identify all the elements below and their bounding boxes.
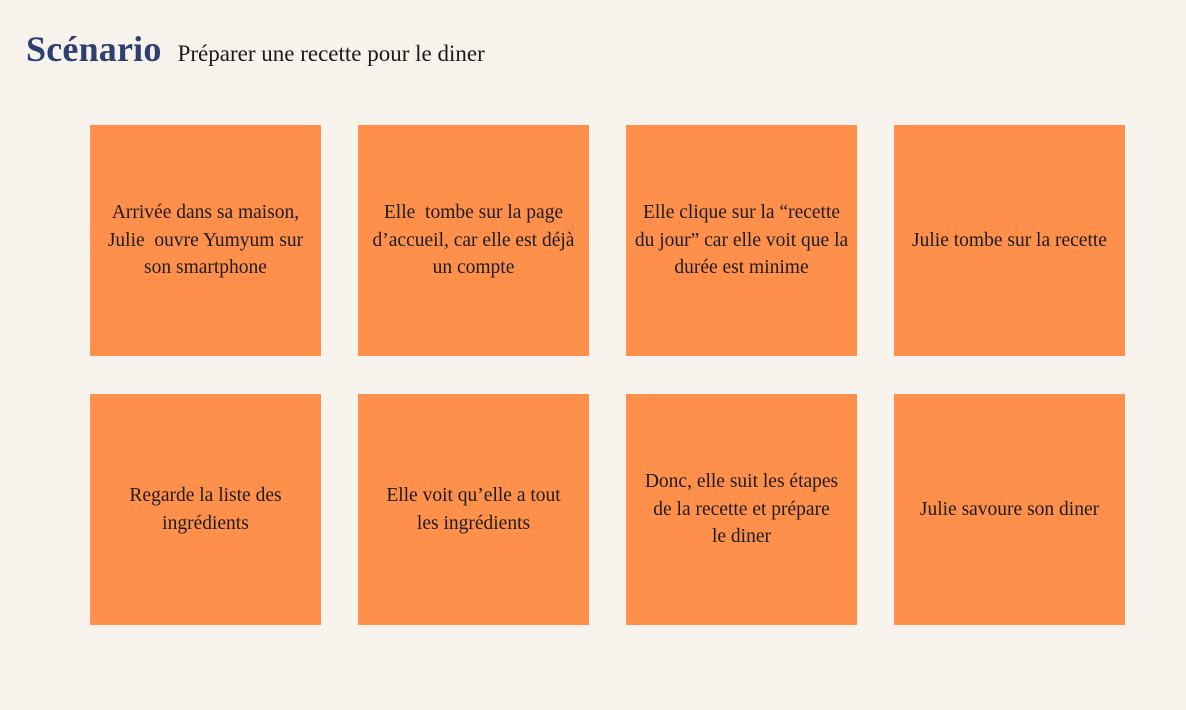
sticky-note-text: Donc, elle suit les étapes de la recette et prépare le diner (644, 471, 839, 548)
sticky-note-text: Arrivée dans sa maison, Julie ouvre Yumyum sur son smartphone (107, 202, 304, 279)
sticky-note-text: Elle voit qu’elle a tout les ingrédients (386, 485, 561, 534)
sticky-note-6 (358, 394, 589, 625)
sticky-note-4 (894, 125, 1125, 356)
sticky-note-text: Elle clique sur la “recette du jour” car elle voit que la durée est minime (634, 202, 849, 279)
sticky-note-5 (90, 394, 321, 625)
page-subtitle: Préparer une recette pour le diner (177, 41, 485, 66)
sticky-note-7 (626, 394, 857, 625)
sticky-note-text: Elle tombe sur la page d’accueil, car elle est déjà un compte (372, 202, 575, 279)
sticky-note-8 (894, 394, 1125, 625)
page-title: Scénario (26, 29, 162, 69)
scenario-steps-grid (90, 125, 1125, 625)
scenario-header (26, 28, 485, 70)
sticky-note-text: Julie tombe sur la recette (912, 229, 1107, 251)
sticky-note-2 (358, 125, 589, 356)
sticky-note-3 (626, 125, 857, 356)
sticky-note-text: Regarde la liste des ingrédients (129, 485, 282, 534)
sticky-note-1 (90, 125, 321, 356)
sticky-note-text: Julie savoure son diner (919, 498, 1100, 520)
